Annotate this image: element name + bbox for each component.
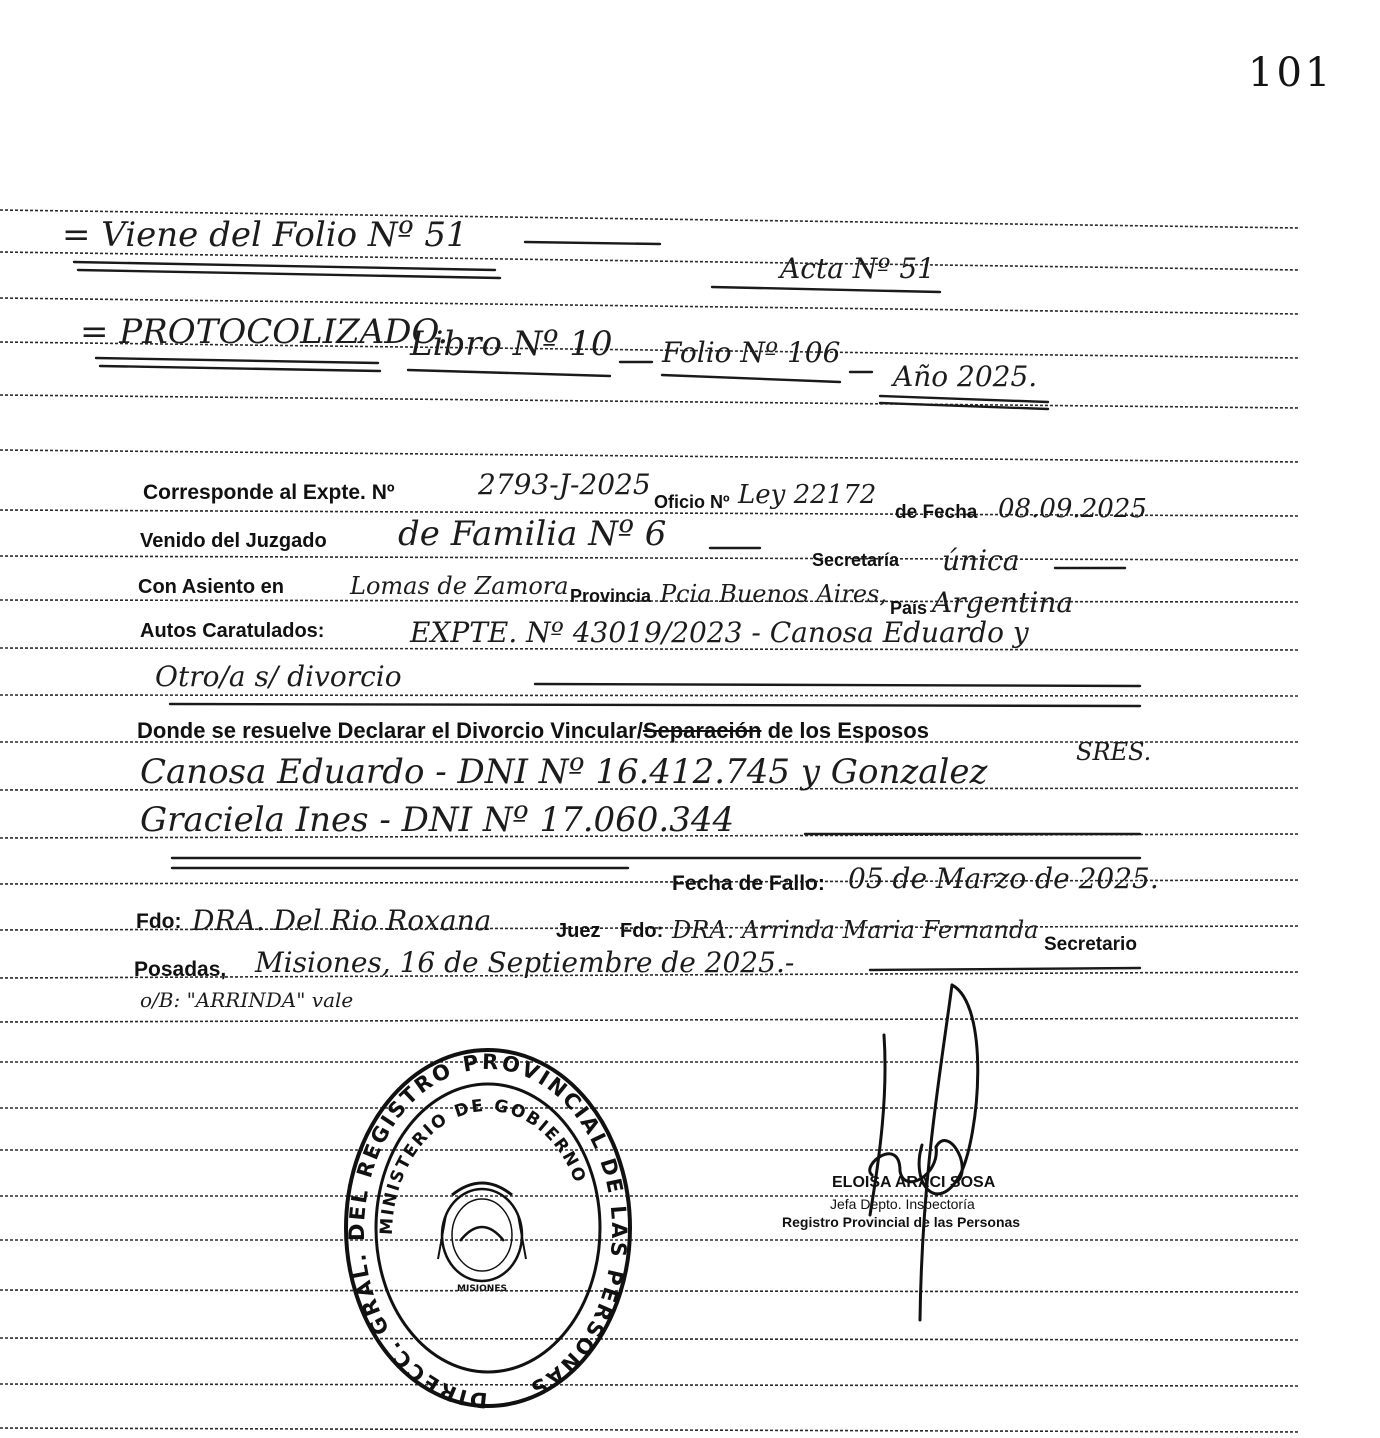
fecha-value: 08.09.2025: [998, 494, 1147, 524]
stamp-outer-text: DIRECC. GRAL. DEL REGISTRO PROVINCIAL DE LAS PERSONAS: [345, 1049, 632, 1411]
autos-label: Autos Caratulados:: [140, 620, 325, 642]
asiento-value: Lomas de Zamora: [350, 572, 569, 600]
fdo-label: Fdo:: [136, 910, 182, 933]
fdo-value: DRA. Del Rio Roxana: [192, 904, 492, 937]
esposo-line-1: Canosa Eduardo - DNI Nº 16.412.745 y Gonzalez: [140, 752, 988, 792]
anio: Año 2025.: [893, 360, 1038, 393]
fdo2-value: DRA. Arrinda Maria Fernanda: [672, 916, 1039, 944]
resolucion-suffix: de los Esposos: [767, 718, 929, 743]
provincia-value: Pcia Buenos Aires,: [660, 580, 887, 608]
expte-value: 2793-J-2025: [478, 468, 651, 501]
coat-of-arms-icon: [438, 1183, 526, 1281]
protocolizado-label: = PROTOCOLIZADO.: [80, 312, 449, 352]
stamp-inner-text: MINISTERIO DE GOBIERNO: [376, 1095, 590, 1236]
autos-value-line-1: EXPTE. Nº 43019/2023 - Canosa Eduardo y: [410, 616, 1029, 649]
page-number: 101: [1248, 50, 1334, 96]
handwritten-signature: [840, 975, 1080, 1335]
posadas-value: Misiones, 16 de Septiembre de 2025.-: [255, 946, 795, 979]
resolucion-strike: Separación: [642, 718, 762, 743]
signer-office: Registro Provincial de las Personas: [782, 1214, 1021, 1230]
juzgado-label: Venido del Juzgado: [140, 530, 327, 552]
posadas-label: Posadas,: [134, 958, 227, 981]
oficio-value: Ley 22172: [738, 480, 877, 510]
secretaria-value: única: [942, 544, 1020, 577]
fecha-label: de Fecha: [895, 502, 978, 523]
fallo-value: 05 de Marzo de 2025.: [848, 862, 1159, 895]
juez-label: Juez: [556, 920, 601, 942]
provincia-label: Provincia: [570, 586, 652, 606]
resolucion-text: [137, 718, 929, 744]
folio-number: Folio Nº 106: [662, 336, 841, 369]
juzgado-value: de Familia Nº 6: [398, 514, 667, 554]
acta-number: Acta Nº 51: [780, 252, 935, 285]
signer-role: Jefa Depto. Inspectoría: [830, 1196, 975, 1212]
fdo2-label: Fdo:: [620, 920, 664, 942]
autos-value-line-2: Otro/a s/ divorcio: [155, 660, 402, 693]
resolucion-prefix: Donde se resuelve Declarar el Divorcio Vincular/: [137, 718, 643, 743]
esposo-line-2: Graciela Ines - DNI Nº 17.060.344: [140, 800, 735, 840]
stamp-center-text: MISIONES: [457, 1284, 507, 1294]
fallo-label: Fecha de Fallo:: [672, 872, 825, 895]
secretario-label: Secretario: [1044, 934, 1137, 955]
official-stamp: [342, 1045, 634, 1411]
oficio-label: Oficio Nº: [654, 492, 730, 512]
pais-label: País: [890, 598, 928, 618]
pais-value: Argentina: [932, 586, 1074, 619]
viene-del-folio: = Viene del Folio Nº 51: [62, 215, 468, 255]
esposos-value: SRES.: [1076, 738, 1152, 766]
libro-number: Libro Nº 10: [410, 324, 613, 364]
secretaria-label: Secretaría: [812, 550, 900, 570]
nota-vale: o/B: "ARRINDA" vale: [140, 988, 354, 1012]
signer-name: ELOISA ARACI SOSA: [832, 1174, 996, 1191]
expte-label: Corresponde al Expte. Nº: [143, 481, 395, 504]
asiento-label: Con Asiento en: [138, 576, 284, 598]
